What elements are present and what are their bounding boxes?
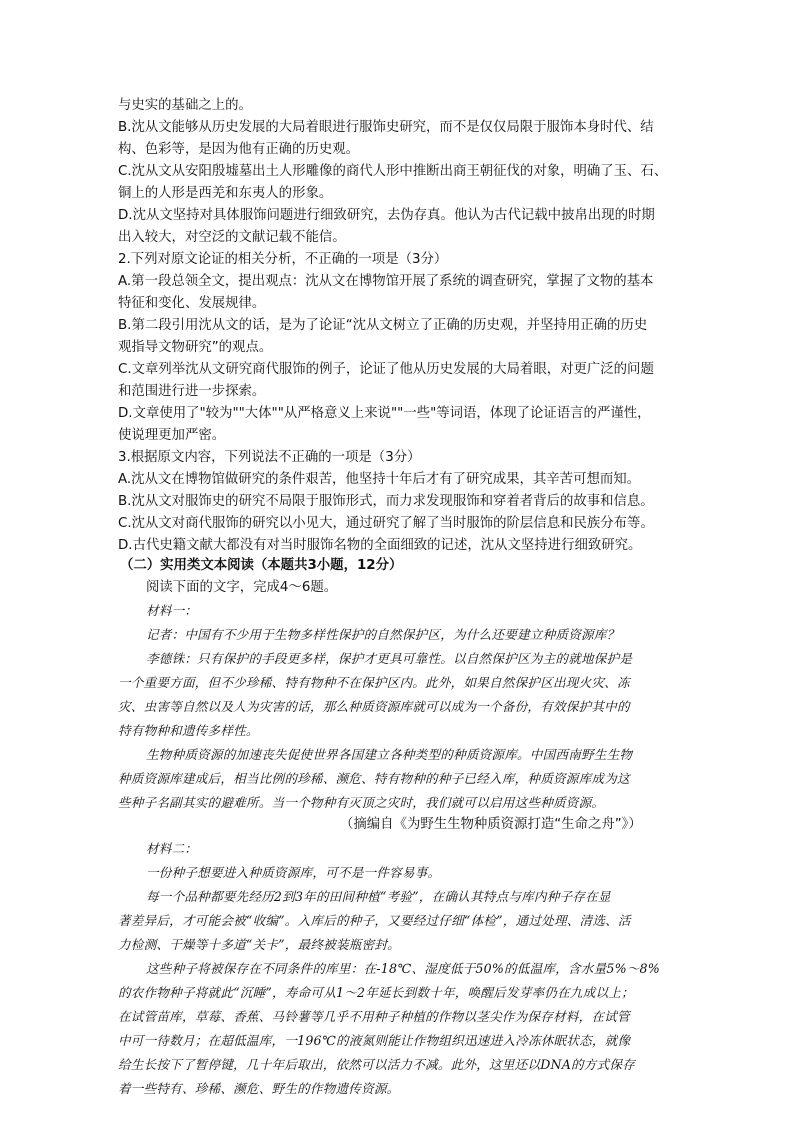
- material2-line: 中可一待数月；在超低温库，一196℃的液氮则能让作物组织迅速进入冷冻休眠状态，就像: [118, 1033, 631, 1048]
- material1-line: 特有物种和遗传多样性。: [118, 723, 259, 738]
- text-line: B.第二段引用沈从文的话，是为了论证“沈从文树立了正确的历史观，并坚持用正确的历史: [118, 318, 648, 333]
- question-stem: 3.根据原文内容，下列说法不正确的一项是（3分）: [118, 450, 421, 465]
- material1-source: （摘编自《为野生生物种质资源打造“生命之舟”》）: [340, 817, 642, 832]
- material1-line: 李德铢：只有保护的手段更多样，保护才更具可靠性。以自然保护区为主的就地保护是: [146, 651, 633, 666]
- material2-label: 材料二：: [146, 841, 198, 856]
- material2-line: 这些种子将被保存在不同条件的库里：在-18℃、湿度低于50%的低温库，含水量5%～8%: [146, 961, 660, 976]
- text-line: B.沈从文能够从历史发展的大局着眼进行服饰史研究，而不是仅仅局限于服饰本身时代、结: [118, 120, 654, 135]
- text-line: 特征和变化、发展规律。: [118, 296, 266, 311]
- material2-line: 著差异后，才可能会被“收编”。入库后的种子，又要经过仔细“体检”，通过处理、清选、活: [118, 913, 631, 928]
- text-line: D.古代史籍文献大都没有对当时服饰名物的全面细致的记述，沈从文坚持进行细致研究。: [118, 538, 642, 553]
- text-line: 出入较大，对空泛的文献记载不能信。: [118, 230, 346, 245]
- instruction: 阅读下面的文字，完成4～6题。: [146, 580, 338, 595]
- material1-line: 灾、虫害等自然以及人为灾害的话，那么种质资源库就可以成为一个备份，有效保护其中的: [118, 699, 630, 714]
- question-stem: 2.下列对原文论证的相关分析，不正确的一项是（3分）: [118, 252, 448, 267]
- text-line: C.沈从文对商代服饰的研究以小见大，通过研究了解了当时服饰的阶层信息和民族分布等。: [118, 516, 654, 531]
- text-line: D.文章使用了"较为""大体""从严格意义上来说""一些"等词语，体现了论证语言的严谨性，: [118, 406, 651, 421]
- text-line: 观指导文物研究”的观点。: [118, 340, 273, 355]
- material1-label: 材料一：: [146, 603, 198, 618]
- material2-line: 一份种子想要进入种质资源库，可不是一件容易事。: [146, 865, 441, 880]
- text-line: 铜上的人形是西羌和东夷人的形象。: [118, 186, 333, 201]
- text-line: B.沈从文对服饰史的研究不局限于服饰形式，而力求发现服饰和穿着者背后的故事和信息。: [118, 494, 654, 509]
- text-line: 使说理更加严密。: [118, 428, 226, 443]
- material1-line: 些种子名副其实的避难所。当一个物种有灭顶之灾时，我们就可以启用这些种质资源。: [118, 795, 605, 810]
- text-line: 构、色彩等，是因为他有正确的历史观。: [118, 142, 360, 157]
- material2-line: 的农作物种子将就此“沉睡”，寿命可从1～2年延长到数十年，唤醒后发芽率仍在九成以上；: [118, 985, 634, 1000]
- material1-line: 生物种质资源的加速丧失促使世界各国建立各种类型的种质资源库。中国西南野生生物: [146, 747, 633, 762]
- text-line: C.沈从文从安阳殷墟墓出土人形雕像的商代人形中推断出商王朝征伐的对象，明确了玉、石、: [118, 164, 668, 179]
- material2-line: 在试管苗库，草莓、香蕉、马铃薯等几乎不用种子种植的作物以茎尖作为保存材料，在试管: [118, 1009, 630, 1024]
- text-line: D.沈从文坚持对具体服饰问题进行细致研究，去伪存真。他认为古代记载中披帛出现的时期: [118, 208, 655, 223]
- text-line: A.第一段总领全文，提出观点：沈从文在博物馆开展了系统的调查研究，掌握了文物的基本: [118, 274, 654, 289]
- material1-line: 一个重要方面，但不少珍稀、特有物种不在保护区内。此外，如果自然保护区出现火灾、冻: [118, 675, 630, 690]
- material2-line: 给生长按下了暂停键，几十年后取出，依然可以活力不减。此外，这里还以DNA的方式保存: [118, 1057, 635, 1072]
- text-line: A.沈从文在博物馆做研究的条件艰苦，他坚持十年后才有了研究成果，其辛苦可想而知。: [118, 472, 641, 487]
- material1-line: 种质资源库建成后，相当比例的珍稀、濒危、特有物种的种子已经入库，种质资源库成为这: [118, 771, 630, 786]
- material2-line: 每一个品种都要先经历2到3年的田间种植“考验”，在确认其特点与库内种子存在显: [146, 889, 611, 904]
- material2-line: 着一些特有、珍稀、濒危、野生的作物遗传资源。: [118, 1081, 400, 1096]
- text-line: C.文章列举沈从文研究商代服饰的例子，论证了他从历史发展的大局着眼，对更广泛的问题: [118, 362, 654, 377]
- section-heading: （二）实用类文本阅读（本题共3小题，12分）: [120, 558, 403, 573]
- text-line: 和范围进行进一步探索。: [118, 384, 266, 399]
- text-line: 与史实的基础之上的。: [118, 98, 252, 113]
- material2-line: 力检测、干燥等十多道“关卡”，最终被装瓶密封。: [118, 937, 400, 952]
- material1-line: 记者：中国有不少用于生物多样性保护的自然保护区，为什么还要建立种质资源库？: [146, 627, 620, 642]
